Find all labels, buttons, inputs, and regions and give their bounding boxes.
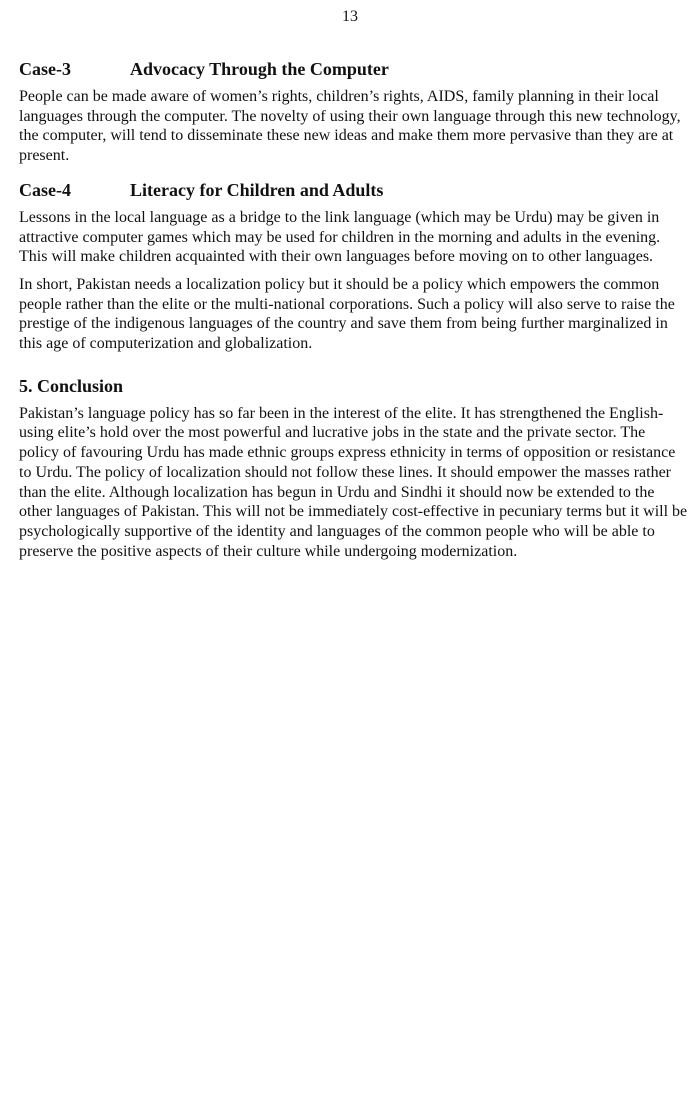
case4-heading: [19, 178, 689, 202]
conclusion-paragraph: Pakistan’s language policy has so far been in the interest of the elite. It has strengthened the English-using elite’s hold over the most powerful and lucrative jobs in the state and the private sector. The policy of favouring Urdu has made ethnic groups express ethnicity in terms of opposition or resistance to Urdu. The policy of localization should not follow these lines. It should empower the masses rather than the elite. Although localization has begun in Urdu and Sindhi it should now be extended to the other languages of Pakistan. This will not be immediately cost-effective in pecuniary terms but it will be psychologically supportive of the identity and languages of the common people who will be able to preserve the positive aspects of their culture while undergoing modernization.: [19, 404, 688, 560]
summary-paragraph: In short, Pakistan needs a localization policy but it should be a policy which empowers the common people rather than the elite or the multi-national corporations. Such a policy will also serve to raise the prestige of the indigenous languages of the country and save them from being further marginalized in this age of computerization and globalization.: [19, 275, 675, 353]
case3-heading: [19, 57, 689, 81]
case3-id: Case-3: [19, 59, 71, 79]
case3-title: Advocacy Through the Computer: [130, 59, 389, 79]
case4-title: Literacy for Children and Adults: [130, 179, 384, 200]
conclusion-heading: 5. Conclusion: [19, 375, 124, 396]
case4-paragraph: Lessons in the local language as a bridge to the link language (which may be Urdu) may be given in attractive computer games which may be used for children in the morning and adults in the evening. This will make children acquainted with their own languages before moving on to other languages.: [19, 208, 661, 266]
case3-paragraph: People can be made aware of women’s rights, children’s rights, AIDS, family planning in their local languages through the computer. The novelty of using their own language through this new technology, the computer, will tend to disseminate these new ideas and make them more pervasive than they are at present.: [19, 88, 681, 165]
page-content: [19, 57, 689, 569]
page-number: 13: [342, 8, 358, 25]
case4-id: Case-4: [19, 179, 71, 200]
